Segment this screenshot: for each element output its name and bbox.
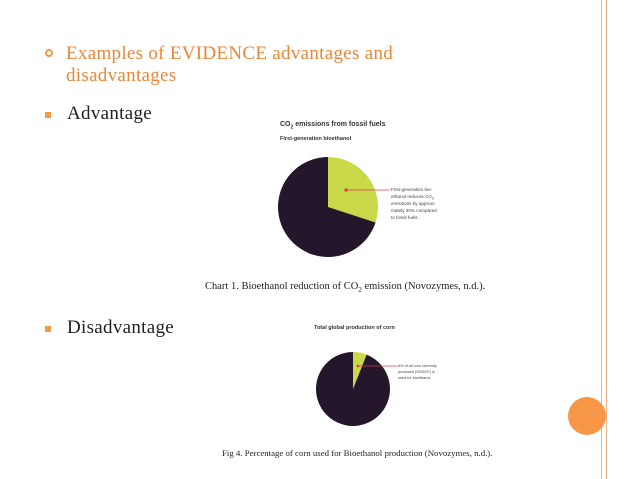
- figure1-leader-dot: [344, 188, 347, 191]
- figure2-leader-dot: [357, 365, 360, 368]
- bullet-examples: [45, 43, 393, 87]
- bullet-advantage-text: Advantage: [67, 103, 152, 124]
- figure1-caption: Chart 1. Bioethanol reduction of $CO_2$ emission (Novozymes, n.d.).: [205, 281, 486, 295]
- figure1-annotation-5: to fossil fuels.: [391, 215, 419, 220]
- square-bullet-icon: [45, 326, 51, 332]
- decor-circle: [568, 397, 606, 435]
- figure2-annotation-2: produced (2006/07) is: [398, 370, 435, 374]
- figure2-annotation-1: 6% of all corn currently: [398, 364, 437, 368]
- figure2-pie-chart: [310, 342, 480, 437]
- figure2-caption: Fig 4. Percentage of corn used for Bioethanol production (Novozymes, n.d.).: [222, 448, 493, 458]
- figure1-annotation-2: ethanol reduces $CO_2$: [391, 194, 434, 201]
- bullet-examples-line1: Examples of EVIDENCE advantages and: [66, 43, 394, 64]
- figure1-pie-chart: [278, 148, 478, 258]
- figure1-annotation-4: mately 30% compared: [391, 208, 437, 213]
- square-bullet-icon: [45, 112, 51, 118]
- figure2-annotation-3: used for bioethanol.: [398, 376, 432, 380]
- figure1-subtitle: First-generation bioethanol: [280, 136, 352, 142]
- bullet-disadvantage: [45, 317, 174, 339]
- bullet-advantage: [45, 103, 152, 125]
- figure2-pie-slice-1: [316, 352, 390, 426]
- figure1-annotation-3: emissions by approxi-: [391, 201, 436, 206]
- figure2-title: Total global production of corn: [314, 325, 395, 331]
- figure1-title: $CO_2$ emissions from fossil fuels: [280, 121, 386, 131]
- decor-line-right: [606, 0, 607, 479]
- bullet-disadvantage-text: Disadvantage: [67, 317, 175, 338]
- figure1-annotation-1: First-generation bio-: [391, 187, 433, 192]
- ring-bullet-icon: [45, 49, 53, 57]
- bullet-examples-line2: disadvantages: [66, 65, 177, 86]
